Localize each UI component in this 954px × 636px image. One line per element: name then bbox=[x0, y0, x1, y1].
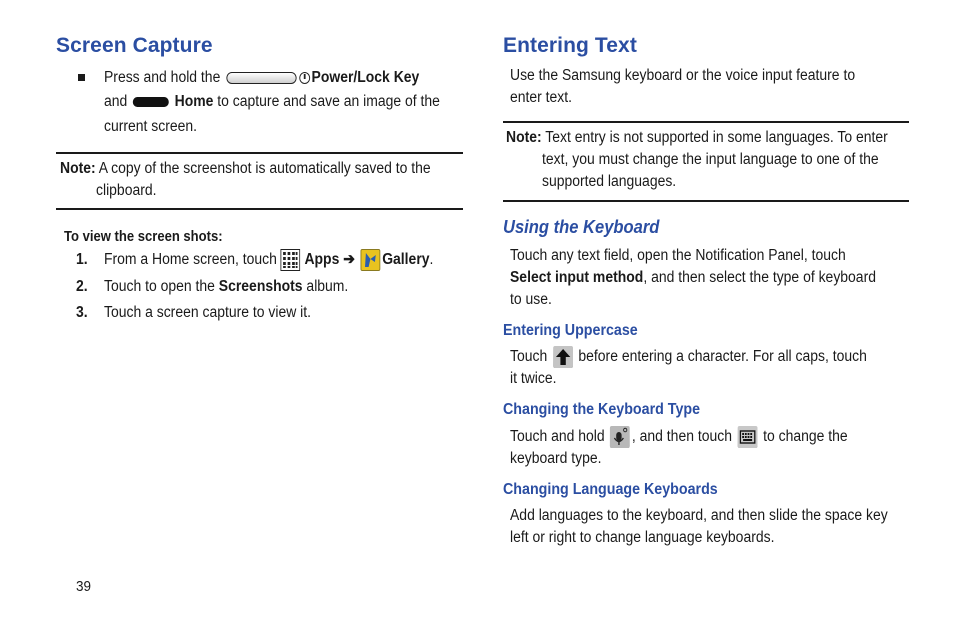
microphone-key-icon bbox=[610, 426, 630, 448]
right-note-top-rule bbox=[503, 121, 909, 123]
shift-arrow-icon bbox=[553, 346, 573, 368]
gallery-label: Gallery bbox=[382, 251, 430, 269]
right-note-bottom-rule bbox=[503, 200, 909, 202]
language-keyboards-heading: Changing Language Keyboards bbox=[503, 481, 718, 498]
step-1: 1. bbox=[76, 251, 88, 268]
step-3: 3. bbox=[76, 304, 88, 321]
bullet-line-3: current screen. bbox=[104, 118, 198, 135]
gallery-icon bbox=[361, 249, 381, 271]
entering-uppercase-heading: Entering Uppercase bbox=[503, 322, 638, 339]
right-note-line-3: supported languages. bbox=[542, 173, 677, 190]
right-note-line-2: text, you must change the input language to one of the bbox=[542, 151, 879, 168]
keyboard-type-heading: Changing the Keyboard Type bbox=[503, 401, 701, 418]
power-lock-key-icon bbox=[226, 72, 296, 84]
uppercase-line-1: Touch before entering a character. For all caps, touch bbox=[510, 346, 867, 368]
right-note-line-1: Note: Text entry is not supported in some languages. To enter bbox=[506, 129, 888, 146]
step-3-text: Touch a screen capture to view it. bbox=[104, 304, 312, 321]
note-line-2: clipboard. bbox=[96, 182, 157, 199]
power-lock-key-label: Power/Lock Key bbox=[311, 69, 420, 86]
type-line-2: keyboard type. bbox=[510, 450, 602, 467]
keyboard-line-2: Select input method, and then select the type of keyboard bbox=[510, 269, 876, 286]
note-top-rule bbox=[56, 152, 463, 154]
lang-line-1: Add languages to the keyboard, and then slide the space key bbox=[510, 507, 888, 524]
using-keyboard-heading: Using the Keyboard bbox=[503, 217, 660, 237]
bullet-square bbox=[78, 74, 85, 81]
bullet-line-1: Press and hold the Power/Lock Key bbox=[104, 69, 420, 86]
step-1-text: From a Home screen, touch Apps ➔ Gallery. bbox=[104, 249, 433, 271]
uppercase-line-2: it twice. bbox=[510, 370, 557, 387]
bullet-line-2: and Home to capture and save an image of the bbox=[104, 93, 440, 110]
home-key-icon bbox=[133, 97, 169, 107]
note-line-1: Note: A copy of the screenshot is automatically saved to the bbox=[60, 160, 431, 177]
step-2-text: Touch to open the Screenshots album. bbox=[104, 278, 349, 295]
lang-line-2: left or right to change language keyboards. bbox=[510, 529, 775, 546]
apps-label: Apps bbox=[304, 251, 340, 269]
home-label: Home bbox=[174, 93, 214, 110]
step-2: 2. bbox=[76, 278, 88, 295]
screen-capture-title: Screen Capture bbox=[56, 34, 213, 57]
keyboard-line-3: to use. bbox=[510, 291, 552, 308]
keyboard-settings-icon bbox=[738, 426, 758, 448]
intro-line-2: enter text. bbox=[510, 89, 573, 106]
apps-grid-icon bbox=[281, 249, 301, 271]
power-symbol-icon bbox=[299, 72, 310, 84]
page-number: 39 bbox=[76, 578, 92, 595]
arrow-right-icon: ➔ bbox=[343, 251, 355, 269]
intro-line-1: Use the Samsung keyboard or the voice input feature to bbox=[510, 67, 856, 84]
steps-heading: To view the screen shots: bbox=[64, 229, 223, 245]
note-bottom-rule bbox=[56, 208, 463, 210]
entering-text-title: Entering Text bbox=[503, 34, 637, 57]
type-line-1: Touch and hold , and then touch to change the bbox=[510, 426, 848, 448]
keyboard-line-1: Touch any text field, open the Notification Panel, touch bbox=[510, 247, 846, 264]
